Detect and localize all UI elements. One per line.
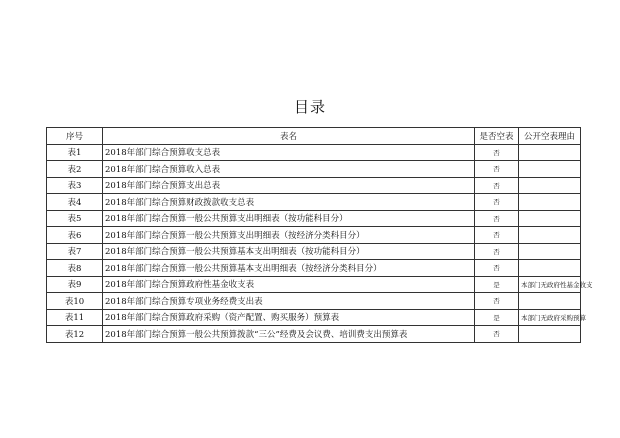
row-seq: 表5 [47,210,103,227]
row-table-name: 2018年部门综合预算一般公共预算基本支出明细表（按经济分类科目分） [103,260,475,277]
row-empty-reason: 本部门无政府性基金收支 [519,276,581,293]
header-empty-reason: 公开空表理由 [519,128,581,145]
table-row [47,144,581,161]
row-is-empty: 是 [475,309,519,326]
row-empty-reason [519,161,581,178]
row-empty-reason [519,243,581,260]
row-is-empty: 否 [475,177,519,194]
row-seq: 表12 [47,326,103,343]
catalog-table [46,127,593,343]
table-row [47,326,581,343]
row-empty-reason [519,326,581,343]
row-table-name: 2018年部门综合预算收支总表 [103,144,475,161]
row-is-empty: 否 [475,260,519,277]
table-row [47,309,581,326]
row-seq: 表7 [47,243,103,260]
row-seq: 表2 [47,161,103,178]
row-table-name: 2018年部门综合预算支出总表 [103,177,475,194]
table-row [47,194,581,211]
table-row [47,177,581,194]
row-seq: 表10 [47,293,103,310]
table-body [47,144,593,342]
page-title: 目录 [293,98,326,116]
row-seq: 表9 [47,276,103,293]
row-seq: 表11 [47,309,103,326]
row-table-name: 2018年部门综合预算一般公共预算支出明细表（按功能科目分） [103,210,475,227]
row-table-name: 2018年部门综合预算一般公共预算拨款“三公”经费及会议费、培训费支出预算表 [103,326,475,343]
row-is-empty: 否 [475,161,519,178]
row-seq: 表6 [47,227,103,244]
row-empty-reason [519,210,581,227]
row-table-name: 2018年部门综合预算收入总表 [103,161,475,178]
header-is-empty: 是否空表 [475,128,519,145]
header-row [47,128,581,145]
table-row [47,293,581,310]
table-row [47,210,581,227]
table-row [47,260,581,277]
header-seq: 序号 [47,128,103,145]
row-empty-reason [519,144,581,161]
row-empty-reason: 本部门无政府采购预算 [519,309,581,326]
row-seq: 表8 [47,260,103,277]
row-is-empty: 否 [475,194,519,211]
row-table-name: 2018年部门综合预算政府采购（资产配置、购买服务）预算表 [103,309,475,326]
row-seq: 表4 [47,194,103,211]
row-is-empty: 是 [475,276,519,293]
row-empty-reason [519,293,581,310]
row-empty-reason [519,194,581,211]
row-table-name: 2018年部门综合预算政府性基金收支表 [103,276,475,293]
row-table-name: 2018年部门综合预算一般公共预算支出明细表（按经济分类科目分） [103,227,475,244]
header-table-name: 表名 [103,128,475,145]
row-is-empty: 否 [475,227,519,244]
table-header [47,128,581,145]
table-row [47,243,581,260]
row-is-empty: 否 [475,293,519,310]
table-row [47,161,581,178]
row-is-empty: 否 [475,243,519,260]
table-row [47,227,581,244]
row-empty-reason [519,260,581,277]
row-empty-reason [519,227,581,244]
row-empty-reason [519,177,581,194]
row-table-name: 2018年部门综合预算财政拨款收支总表 [103,194,475,211]
table-row [47,276,581,293]
row-table-name: 2018年部门综合预算一般公共预算基本支出明细表（按功能科目分） [103,243,475,260]
row-is-empty: 否 [475,144,519,161]
row-seq: 表1 [47,144,103,161]
row-is-empty: 否 [475,326,519,343]
row-table-name: 2018年部门综合预算专项业务经费支出表 [103,293,475,310]
row-seq: 表3 [47,177,103,194]
row-is-empty: 否 [475,210,519,227]
